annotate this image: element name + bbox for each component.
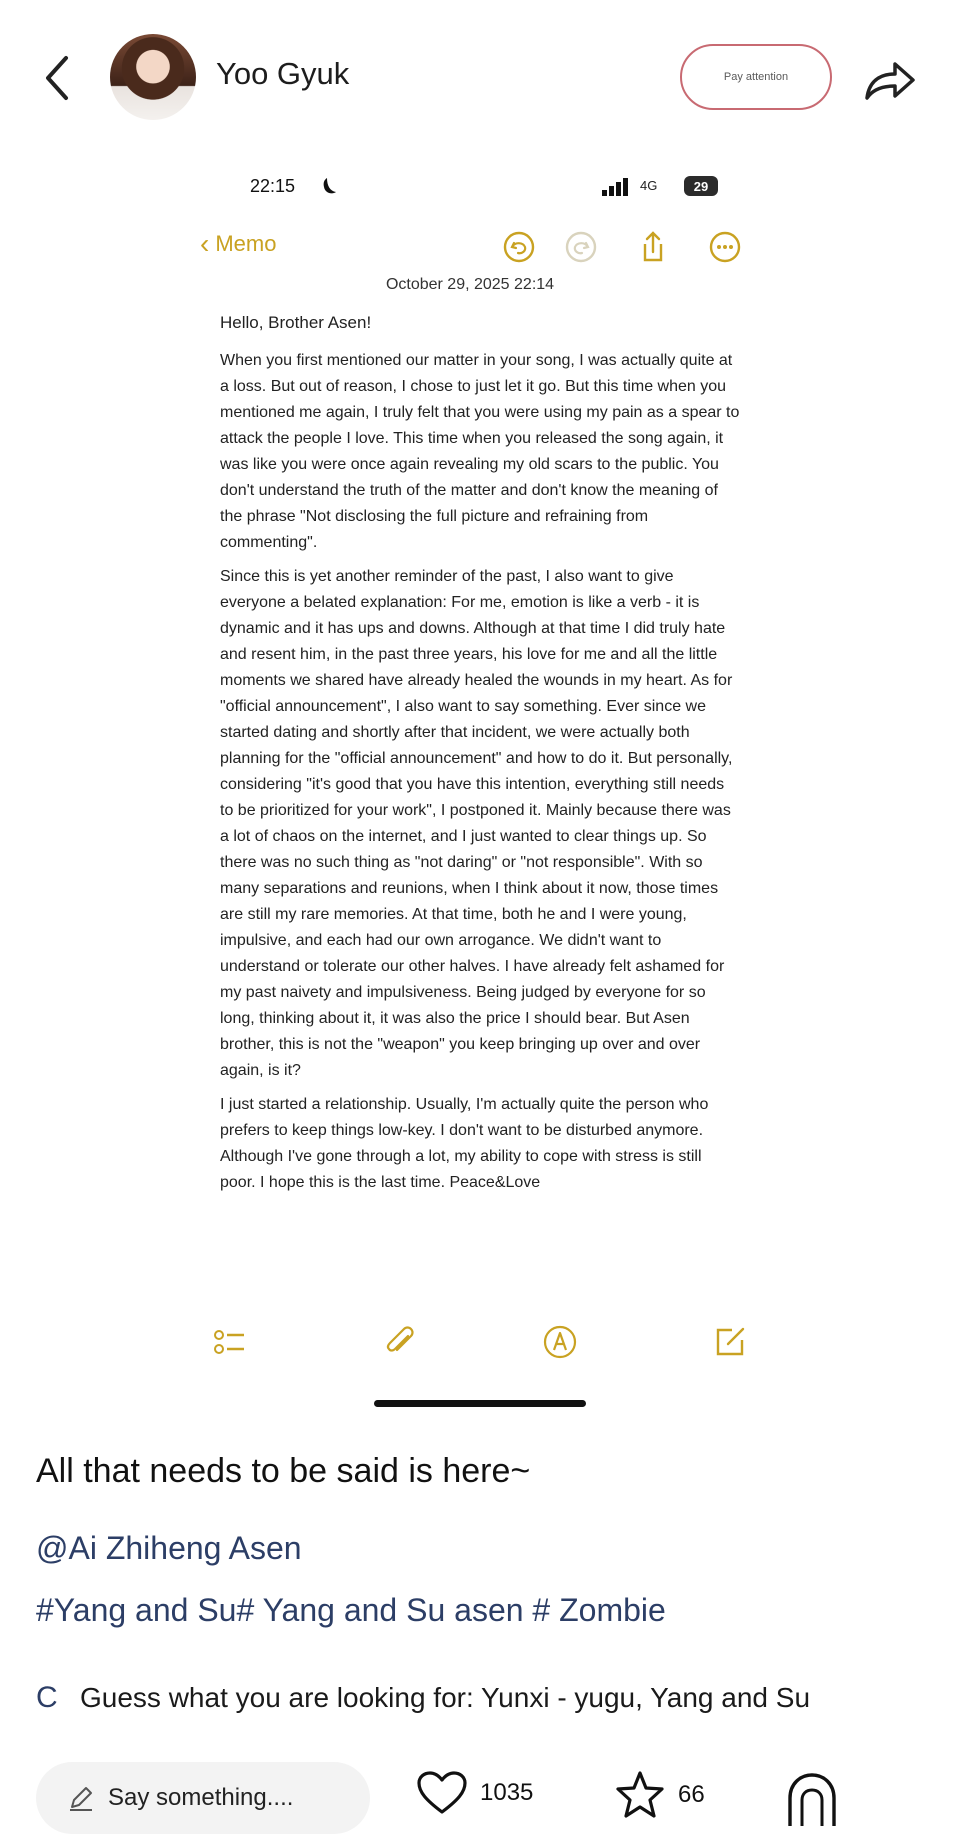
share-button[interactable] <box>860 52 920 108</box>
memo-nav-bar <box>0 224 960 274</box>
bottom-action-bar <box>0 1752 960 1842</box>
related-search-suggestion[interactable] <box>36 1668 916 1728</box>
app-bar <box>0 0 960 160</box>
memo-greeting: Hello, Brother Asen! <box>220 313 372 332</box>
back-button[interactable] <box>36 48 76 108</box>
search-c-icon: C <box>36 1681 58 1714</box>
chevron-left-icon <box>42 54 70 102</box>
memo-paragraph: When you first mentioned our matter in your song, I was actually quite at a loss. But out of reason, I chose to just let it go. But this time when you mentioned me again, I truly felt that you were using my pain as a spear to attack the people I love. This time when you released the song again, it was like you were once again revealing my old scars to the public. You don't understand the truth of the matter and don't know the meaning of the phrase "Not disclosing the full picture and refraining from commenting". <box>220 352 740 551</box>
favorite-count: 66 <box>678 1781 705 1808</box>
markup-pen-icon[interactable] <box>542 1324 578 1360</box>
moon-icon <box>322 176 338 196</box>
favorite-button[interactable] <box>614 1770 705 1820</box>
follow-button[interactable]: Pay attention <box>680 44 832 110</box>
comment-button[interactable] <box>784 1770 852 1826</box>
signal-icon <box>602 178 632 196</box>
battery-indicator: 29 <box>684 176 718 196</box>
share-arrow-icon <box>863 58 917 102</box>
author-name[interactable]: Yoo Gyuk <box>216 56 350 91</box>
memo-paragraph: I just started a relationship. Usually, I'm actually quite the person who prefers to keep things low-key. I don't want to be disturbed anymore. Although I've gone through a lot, my ability to cope with stress is still poor. I hope this is the last time. Peace&Love <box>220 1096 709 1191</box>
comment-bubble-icon <box>784 1770 840 1826</box>
status-time: 22:15 <box>250 176 296 196</box>
pencil-icon <box>68 1785 94 1811</box>
post-caption: All that needs to be said is here~ <box>36 1452 531 1490</box>
more-icon[interactable] <box>708 230 742 264</box>
export-icon[interactable] <box>636 230 670 264</box>
heart-icon <box>416 1770 468 1816</box>
checklist-icon[interactable] <box>212 1324 248 1360</box>
avatar[interactable] <box>110 34 196 120</box>
like-button[interactable] <box>416 1770 533 1816</box>
comment-input[interactable] <box>36 1762 370 1834</box>
comment-placeholder: Say something.... <box>108 1784 294 1811</box>
memo-body <box>220 310 740 1204</box>
hashtags[interactable]: #Yang and Su# Yang and Su asen # Zombie <box>36 1592 666 1628</box>
home-indicator <box>374 1400 586 1407</box>
phone-status-bar <box>0 168 960 208</box>
like-count: 1035 <box>480 1779 534 1806</box>
memo-date: October 29, 2025 22:14 <box>385 276 555 293</box>
user-mention[interactable]: @Ai Zhiheng Asen <box>36 1530 302 1566</box>
star-icon <box>614 1770 666 1820</box>
compose-icon[interactable] <box>712 1324 748 1360</box>
network-label: 4G <box>640 178 658 193</box>
search-hint-text: Guess what you are looking for: Yunxi - yugu, Yang and Su <box>80 1682 811 1713</box>
memo-back-button[interactable] <box>200 230 276 258</box>
memo-paragraph: Since this is yet another reminder of the past, I also want to give everyone a belated explanation: For me, emotion is like a verb - it is dynamic and it has ups and downs. Although at that time I did truly hate and resent him, in the past three years, his love for me and all the little moments we shared have already healed the wounds in my heart. As for "official announcement", I also want to say something. Ever since we started dating and shortly after that incident, we were actually both planning for the "official announcement" and how to do it. But personally, considering "it's good that you have this intention, everything still needs to be prioritized for your work", I postponed it. Mainly because there was a lot of chaos on the internet, and I just wanted to clear things up. So there was no such thing as "not daring" or "not responsible". With so many separations and reunions, when I think about it now, those times are still my rare memories. At that time, both he and I were young, impulsive, and each had our own arrogance. We didn't want to understand or tolerate our other halves. I have already felt ashamed for my past naivety and impulsiveness. Being judged by everyone for so long, thinking about it, it was also the price I should bear. But Asen brother, this is not the "weapon" you keep bringing up over and over again, is it? <box>220 568 733 1079</box>
attachment-icon[interactable] <box>382 1324 418 1360</box>
undo-icon[interactable] <box>502 230 536 264</box>
memo-toolbar <box>0 1324 960 1368</box>
redo-icon[interactable] <box>564 230 598 264</box>
memo-back-label: Memo <box>215 231 277 256</box>
chevron-left-icon: ‹ <box>200 228 210 259</box>
